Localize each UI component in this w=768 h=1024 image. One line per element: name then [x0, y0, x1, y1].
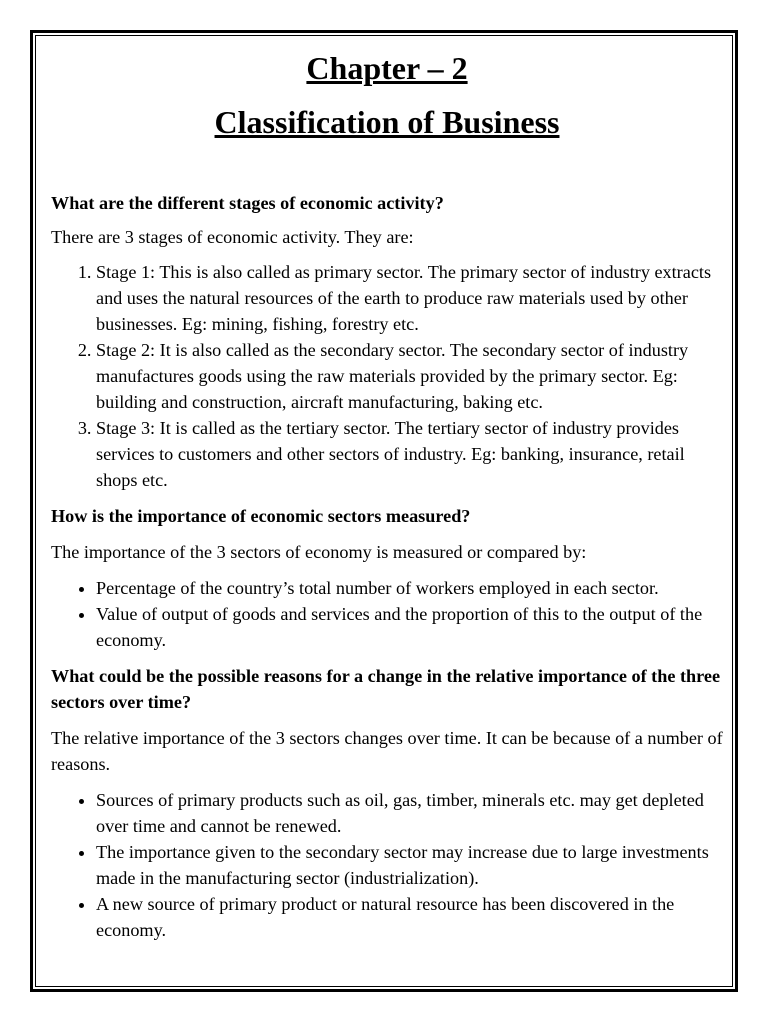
list-item: • A new source of primary product or natural resource has been discovered in the economy.	[96, 891, 723, 943]
list-item: • The importance given to the secondary sector may increase due to large investments made in the manufacturing sector (industrialization).	[96, 839, 723, 891]
list-item: • Value of output of goods and services and the proportion of this to the output of the economy.	[96, 601, 723, 653]
document-body	[51, 48, 723, 943]
question-heading: How is the importance of economic sectors measured?	[51, 506, 471, 526]
paragraph: The relative importance of the 3 sectors changes over time. It can be because of a number of reasons.	[51, 728, 723, 774]
reasons-list	[51, 787, 723, 943]
paragraph: There are 3 stages of economic activity. They are:	[51, 227, 414, 247]
list-item: 2. Stage 2: It is also called as the secondary sector. The secondary sector of industry manufactures goods using the raw materials provided by the primary sector. Eg: building and construction, aircraft manufacturing, baking etc.	[96, 337, 723, 415]
list-item: 3. Stage 3: It is called as the tertiary sector. The tertiary sector of industry provides services to customers and other sectors of industry. Eg: banking, insurance, retail shops etc.	[96, 415, 723, 493]
question-heading: What could be the possible reasons for a change in the relative importance of the three sectors over time?	[51, 666, 721, 712]
list-item: • Percentage of the country’s total number of workers employed in each sector.	[96, 575, 723, 601]
measures-list	[51, 575, 723, 653]
chapter-heading: Chapter – 2	[306, 50, 468, 86]
page-title: Classification of Business	[214, 104, 560, 140]
question-heading: What are the different stages of economic activity?	[51, 193, 444, 213]
paragraph: The importance of the 3 sectors of economy is measured or compared by:	[51, 542, 587, 562]
list-item: • Sources of primary products such as oil, gas, timber, minerals etc. may get depleted over time and cannot be renewed.	[96, 787, 723, 839]
list-item: 1. Stage 1: This is also called as primary sector. The primary sector of industry extracts and uses the natural resources of the earth to produce raw materials used by other businesses. Eg: mining, fishing, forestry etc.	[96, 259, 723, 337]
stages-list	[51, 259, 723, 493]
